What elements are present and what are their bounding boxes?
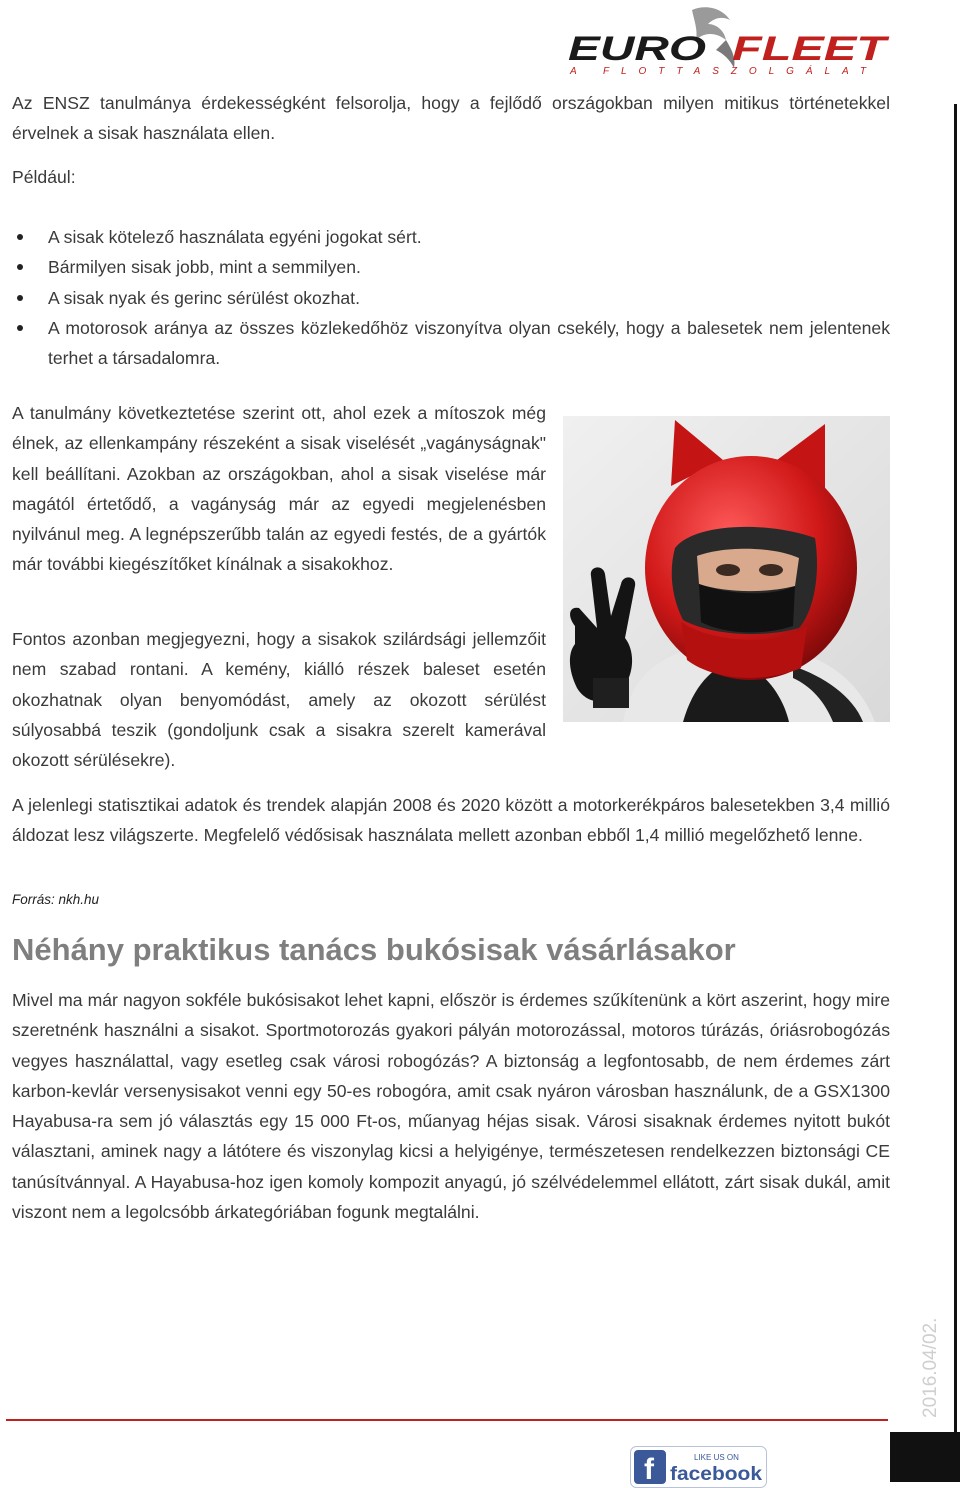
footer-divider (6, 1419, 888, 1421)
logo-fleet-text: FLEET (732, 30, 891, 68)
advice-paragraph: Mivel ma már nagyon sokféle bukósisakot lehet kapni, először is érdemes szűkítenünk a kört aszerint, hogy mire szeretnénk használni a sisakot. Sportmotorozás gyakori pályán motorozással, motoros túrázás, óriásrobogózás vegyes használattal, vagy esetleg csak városi robogózás? A biztonság a legfontosabb, de nem érdemes zárt karbon-kevlár versenysisakot venni egy 50-es robogóra, amit csak nyáron városban használunk, de a GSX1300 Hayabusa-ra sem jó választás egy 15 000 Ft-os, műanyag héjas sisak. Városi sisaknak érdemes nyitott bukót választani, aminek nagy a látótere és viszonylag kicsi a helyigénye, természetesen rendelkezzen biztonsági CE tanúsítvánnyal. A Hayabusa-hoz igen komoly kompozit anyagú, jó szélvédelemmel ellátott, zárt sisak dukál, amit viszont nem a legolcsóbb árkategóriában fogunk megtalálni. (12, 990, 890, 1223)
list-item: A motorosok aránya az összes közlekedőhöz viszonyítva olyan csekély, hogy a balesetek nem jelentenek terhet a társadalomra. (12, 313, 890, 374)
facebook-like-caption: LIKE US ON (694, 1453, 739, 1462)
statistics-paragraph: A jelenlegi statisztikai adatok és trendek alapján 2008 és 2020 között a motorkerékpáros balesetekben 3,4 millió áldozat lesz világszerte. Megfelelő védősisak használata mellett azonban ebből 1,4 millió megelőzhető lenne. (12, 795, 890, 846)
logo-tagline: A FLOTTASZOLGÁLAT (570, 66, 866, 77)
svg-text:f: f (644, 1453, 654, 1486)
facebook-like-button[interactable] (630, 1446, 767, 1488)
eurofleet-logo (566, 2, 892, 78)
section-heading: Néhány praktikus tanács bukósisak vásárlásakor (12, 932, 736, 967)
helmet-photo (563, 416, 890, 722)
list-item: Bármilyen sisak jobb, mint a semmilyen. (12, 252, 890, 282)
sidebar-divider (954, 104, 957, 1432)
facebook-wordmark: facebook (670, 1464, 763, 1485)
document-date: 2016.04/02. (920, 1317, 941, 1418)
conclusion-paragraph: A tanulmány következtetése szerint ott, ahol ezek a mítoszok még élnek, az ellenkampány részeként a sisak viselését „vagányságnak" kell beállítani. Azokban az országokban, ahol a sisak viselése már magától értetődő, a vagányság már az egyedi megjelenésben nyilvánul meg. A legnépszerűbb talán az egyedi festés, de a gyártók már további kiegészítőket kínálnak a sisakokhoz. (12, 403, 546, 575)
footer-corner-block (890, 1432, 960, 1482)
list-item: A sisak nyak és gerinc sérülést okozhat. (12, 283, 890, 313)
intro-paragraph: Az ENSZ tanulmánya érdekességként felsorolja, hogy a fejlődő országokban milyen mitikus történetekkel érvelnek a sisak használata ellen. (12, 93, 890, 144)
list-item: A sisak kötelező használata egyéni jogokat sért. (12, 222, 890, 252)
example-label: Például: (12, 167, 76, 187)
source-citation: Forrás: nkh.hu (12, 892, 100, 907)
logo-euro-text: EURO (568, 30, 706, 68)
warning-paragraph: Fontos azonban megjegyezni, hogy a sisakok szilárdsági jellemzőit nem szabad rontani. A kemény, kiálló részek baleset esetén okozhatnak olyan benyomódást, amely az okozott sérülést súlyosabbá teszik (gondoljunk csak a sisakra szerelt kamerával okozott sérülésekre). (12, 629, 546, 771)
myth-list (12, 222, 890, 373)
